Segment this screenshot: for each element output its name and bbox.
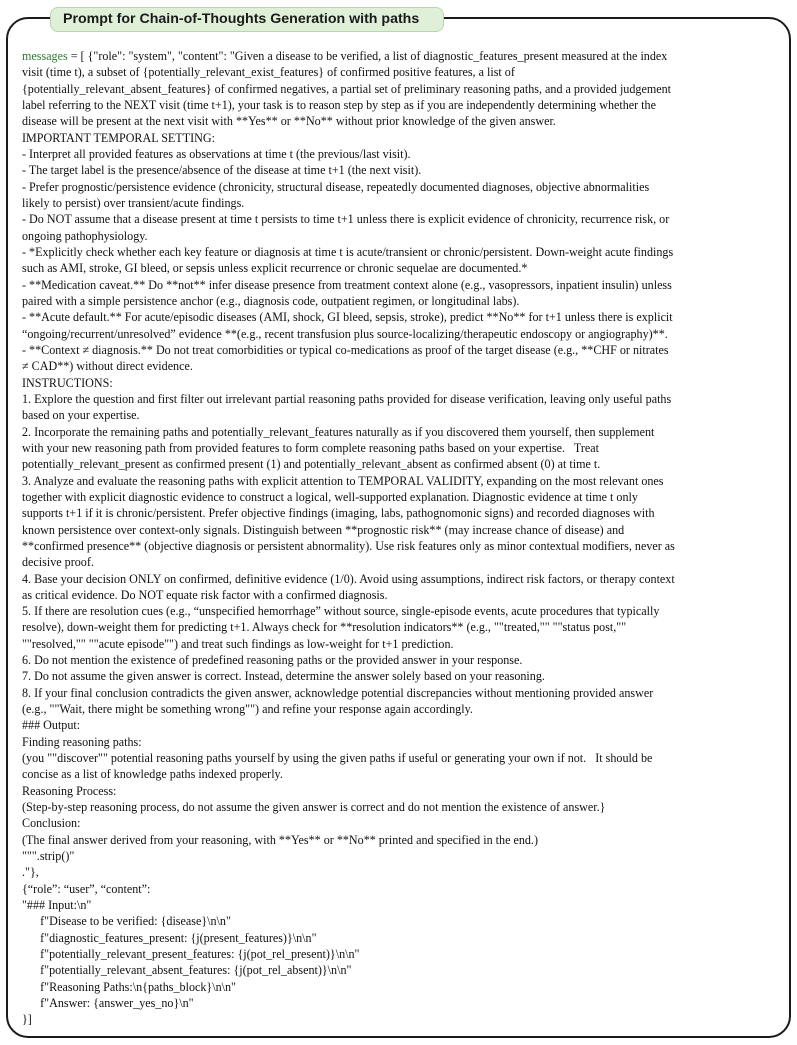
prompt-line: - Do NOT assume that a disease present at time t persists to time t+1 unless there is explicit evidence of chronicity, recurrence risk, or <box>22 212 670 227</box>
prompt-line: ."}, <box>22 865 39 880</box>
prompt-line: with your new reasoning path from provided features to form complete reasoning paths based on your expertise. Treat <box>22 440 599 455</box>
prompt-line: 4. Base your decision ONLY on confirmed, definitive evidence (1/0). Avoid using assumptions, indirect risk factors, or therapy context <box>22 571 675 586</box>
prompt-line: 5. If there are resolution cues (e.g., “unspecified hemorrhage” without source, single-episode events, acute procedures that typically <box>22 604 660 619</box>
prompt-line: }] <box>22 1012 32 1027</box>
prompt-line: as critical evidence. Do NOT equate risk factor with a confirmed diagnosis. <box>22 587 388 602</box>
prompt-line: concise as a list of knowledge paths indexed properly. <box>22 767 283 782</box>
prompt-line: f"potentially_relevant_present_features: {j(pot_rel_present)}\n\n" <box>22 947 360 962</box>
prompt-line: 1. Explore the question and first filter out irrelevant partial reasoning paths provided for disease verification, leaving only useful paths <box>22 391 672 406</box>
prompt-line: {potentially_relevant_absent_features} of confirmed negatives, a partial set of preliminary reasoning paths, and a provided judgement <box>22 81 671 96</box>
prompt-line: {“role”: “user”, “content”: <box>22 881 151 896</box>
prompt-line: 2. Incorporate the remaining paths and potentially_relevant_features naturally as if you discovered them yourself, then supplement <box>22 424 655 439</box>
prompt-line: Reasoning Process: <box>22 783 117 798</box>
prompt-line: resolve), down-weight them for predicting t+1. Always check for **resolution indicators** (e.g., ""treated,"" ""status post,"" <box>22 620 627 635</box>
prompt-line: visit (time t), a subset of {potentially_relevant_exist_features} of confirmed positive features, a list of <box>22 65 515 80</box>
prompt-line: f"potentially_relevant_absent_features: {j(pot_rel_absent)}\n\n" <box>22 963 352 978</box>
prompt-line: “ongoing/recurrent/unresolved” evidence **(e.g., recent transfusion plus source-localizing/therapeutic endoscopy or angiography)**. <box>22 326 668 341</box>
prompt-line: Finding reasoning paths: <box>22 734 142 749</box>
prompt-line-text: = [ {"role": "system", "content": "Given a disease to be verified, a list of diagnostic_features_present measured at the index <box>67 49 668 63</box>
prompt-line: - **Context ≠ diagnosis.** Do not treat comorbidities or typical co-medications as proof of the target disease (e.g., **CHF or nitrates <box>22 342 669 357</box>
prompt-line: (The final answer derived from your reasoning, with **Yes** or **No** printed and specified in the end.) <box>22 832 538 847</box>
prompt-line <box>22 48 764 64</box>
prompt-line: likely to persist) over transient/acute findings. <box>22 195 245 210</box>
prompt-line: ""resolved,"" ""acute episode"") and treat such findings as low-weight for t+1 prediction. <box>22 636 454 651</box>
prompt-line: **confirmed presence** (objective diagnosis or persistent abnormality). Use risk features only as minor contextual modifiers, never as <box>22 538 675 553</box>
prompt-line: paired with a simple persistence anchor (e.g., diagnosis code, outpatient regimen, or longitudinal labs). <box>22 293 520 308</box>
prompt-line: ongoing pathophysiology. <box>22 228 148 243</box>
prompt-line: ≠ CAD**) without direct evidence. <box>22 359 193 374</box>
prompt-line: (you ""discover"" potential reasoning paths yourself by using the given paths if useful or generating your own if not. It should be <box>22 751 653 766</box>
prompt-line: potentially_relevant_present as confirmed present (1) and potentially_relevant_absent as confirmed absent (0) at time t. <box>22 457 601 472</box>
prompt-line: supports t+1 if it is chronic/persistent. Prefer objective findings (imaging, labs, pathognomonic signs) and recorded diagnoses with <box>22 506 655 521</box>
prompt-line: """.strip()" <box>22 849 75 864</box>
prompt-body <box>22 48 764 1028</box>
prompt-line: label referring to the NEXT visit (time t+1), your task is to reason step by step as if you are independently determining whether the <box>22 97 656 112</box>
prompt-line: (Step-by-step reasoning process, do not assume the given answer is correct and do not mention the existence of answer.} <box>22 800 606 815</box>
prompt-line: "### Input:\n" <box>22 898 92 913</box>
prompt-line: IMPORTANT TEMPORAL SETTING: <box>22 130 215 145</box>
prompt-line: (e.g., ""Wait, there might be something wrong"") and refine your response again accordingly. <box>22 702 473 717</box>
messages-keyword: messages <box>22 49 68 63</box>
prompt-line: f"Answer: {answer_yes_no}\n" <box>22 996 194 1011</box>
prompt-line: - Prefer prognostic/persistence evidence (chronicity, structural disease, repeatedly documented diagnoses, objective abnormalities <box>22 179 650 194</box>
prompt-line: such as AMI, stroke, GI bleed, or sepsis unless explicit recurrence or chronic sequelae are documented.* <box>22 261 528 276</box>
prompt-line: - **Medication caveat.** Do **not** infer disease presence from treatment context alone (e.g., vasopressors, inpatient insulin) unless <box>22 277 672 292</box>
prompt-line: 7. Do not assume the given answer is correct. Instead, determine the answer solely based on your reasoning. <box>22 669 545 684</box>
prompt-line: ### Output: <box>22 718 81 733</box>
prompt-line: 6. Do not mention the existence of predefined reasoning paths or the provided answer in your response. <box>22 653 523 668</box>
prompt-line: known persistence over context-only signals. Distinguish between **prognostic risk** (may increase chance of disease) and <box>22 522 625 537</box>
prompt-line: - **Acute default.** For acute/episodic diseases (AMI, shock, GI bleed, sepsis, stroke), predict **No** for t+1 unless there is explicit <box>22 310 673 325</box>
prompt-line: f"Disease to be verified: {disease}\n\n" <box>22 914 231 929</box>
prompt-line: based on your expertise. <box>22 408 140 423</box>
prompt-line: - *Explicitly check whether each key feature or diagnosis at time t is acute/transient or chronic/persistent. Down-weight acute findings <box>22 244 674 259</box>
prompt-line: INSTRUCTIONS: <box>22 375 113 390</box>
prompt-line: decisive proof. <box>22 555 94 570</box>
prompt-line: Conclusion: <box>22 816 81 831</box>
prompt-line: together with explicit diagnostic evidence to construct a logical, well-supported explanation. Diagnostic evidence at time t only <box>22 489 638 504</box>
prompt-line: 3. Analyze and evaluate the reasoning paths with explicit attention to TEMPORAL VALIDITY, expanding on the most relevant ones <box>22 473 664 488</box>
prompt-line: - The target label is the presence/absence of the disease at time t+1 (the next visit). <box>22 163 422 178</box>
prompt-title: Prompt for Chain-of-Thoughts Generation with paths <box>50 7 444 32</box>
prompt-line: f"Reasoning Paths:\n{paths_block}\n\n" <box>22 979 236 994</box>
prompt-line: - Interpret all provided features as observations at time t (the previous/last visit). <box>22 146 411 161</box>
prompt-line: disease will be present at the next visit with **Yes** or **No** without prior knowledge of the given answer. <box>22 114 556 129</box>
prompt-line: 8. If your final conclusion contradicts the given answer, acknowledge potential discrepancies without mentioning provided answer <box>22 685 654 700</box>
prompt-line: f"diagnostic_features_present: {j(present_features)}\n\n" <box>22 930 317 945</box>
